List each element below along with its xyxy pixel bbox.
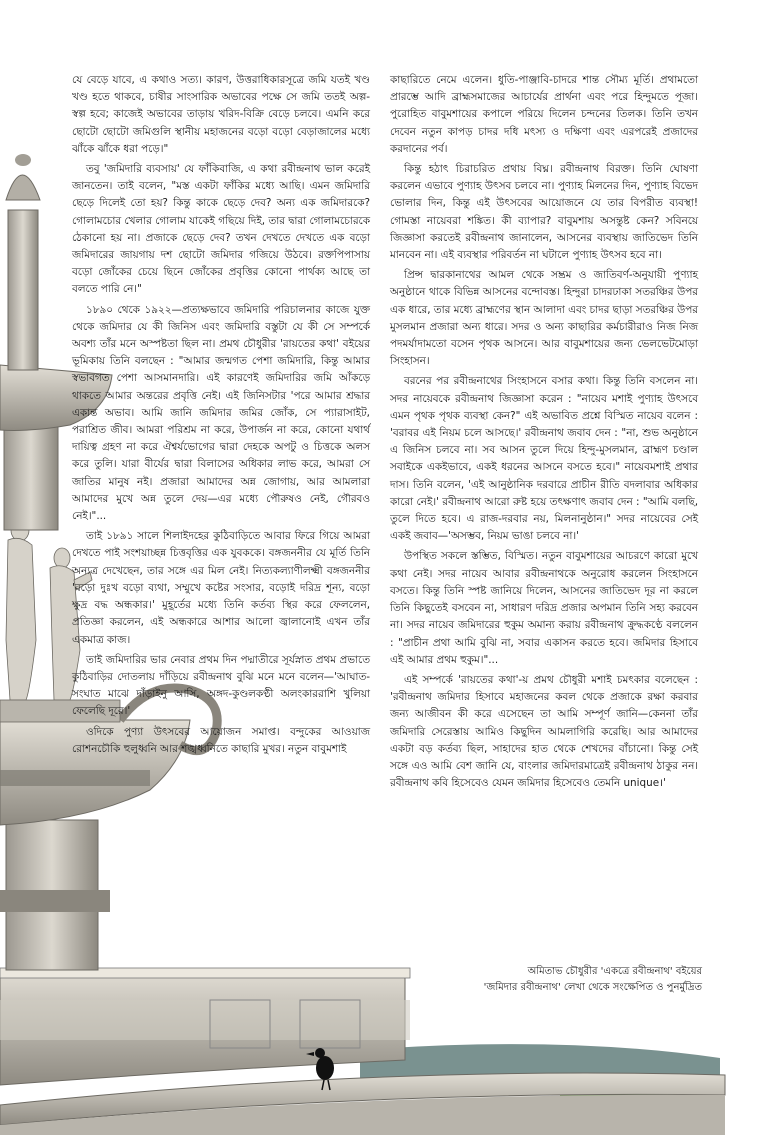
source-credit-line: অমিতাভ চৌধুরীর 'একত্রে রবীন্দ্রনাথ' বইয়ের — [527, 966, 702, 977]
paragraph: প্রিন্স দ্বারকানাথের আমল থেকে সম্ভ্রম ও জাতিবর্ণ-অনুযায়ী পুণ্যাহ অনুষ্ঠানে থাকে বিভিন্ন আসনের বন্দোবস্ত। হিন্দুরা চাদরঢাকা সতরঞ্চির উপর এক ধারে, তার মধ্যে ব্রাহ্মণের স্থান আলাদা এবং চাদর ছাড়া সতরঞ্চির উপর মুসলমান প্রজারা অন্য ধারে। সদর ও অন্য কাছারির কর্মচারীরাও নিজ নিজ পদমর্যাদামতো বসেন পৃথক আসনে। আর বাবুমশায়ের জন্য ভেলভেটমোড়া সিংহাসন। — [390, 269, 699, 368]
left-column — [72, 72, 370, 761]
paragraph: উপস্থিত সকলে স্তম্ভিত, বিস্মিত। নতুন বাবুমশায়ের আচরণে কারো মুখে কথা নেই। সদর নায়েব আবার রবীন্দ্রনাথকে অনুরোধ করলেন সিংহাসনে বসতে। কিন্তু তিনি স্পষ্ট জানিয়ে দিলেন, আসনের জাতিভেদ দূর না করলে তিনি কিছুতেই বসবেন না, সাধারণ দরিদ্র প্রজার অপমান তিনি সহ্য করবেন না। সদর নায়েব জমিদারের হুকুম অমান্য করায় রবীন্দ্রনাথ ক্রুদ্ধকণ্ঠে বললেন : "প্রাচীন প্রথা আমি বুঝি না, সবার একাসন করতে হবে। জমিদার হিসাবে এই আমার প্রথম হুকুম।"... — [390, 550, 698, 666]
paragraph: কিন্তু হঠাৎ চিরাচরিত প্রথায় বিঘ্ন। রবীন্দ্রনাথ বিরক্ত। তিনি ঘোষণা করলেন এভাবে পুণ্যাহ উৎসব চলবে না। পুণ্যাহ মিলনের দিন, পুণ্যাহ বিভেদ ভোলার দিন, কিন্তু এই উৎসবের আয়োজনে যে তার বিপরীত ব্যবস্থা! গোমস্তা নায়েবরা শঙ্কিত। কী ব্যাপার? বাবুমশায় অসন্তুষ্ট কেন? সবিনয়ে জিজ্ঞাসা করতেই রবীন্দ্রনাথ জানালেন, আসনের ব্যবস্থায় জাতিভেদ তিনি মানবেন না। এই ব্যবস্থার পরিবর্তন না ঘটালে পুণ্যাহ উৎসব হবে না। — [390, 163, 698, 262]
top-column — [8, 210, 38, 370]
source-credit-line: 'জমিদার রবীন্দ্রনাথ' লেখা থেকে সংক্ষেপিত ও পুনর্মুদ্রিত — [483, 982, 702, 993]
finial — [6, 175, 40, 200]
source-credit — [446, 964, 702, 996]
paragraph: কাছারিতে নেমে এলেন। ধুতি-পাঞ্জাবি-চাদরে শান্ত সৌম্য মূর্তি। প্রথামতো প্রারম্ভে আদি ব্রাহ্মসমাজের আচার্যের প্রার্থনা এবং পরে হিন্দুমতে পূজা। পুরোহিত বাবুমশায়ের কপালে পরিয়ে দিলেন চন্দনের তিলক। তিনি তখন দেবেন নতুন কাপড় চাদর দধি মৎস্য ও দক্ষিণা এবং এরপরেই প্রজাদের করদানের পর্ব। — [390, 74, 698, 155]
paragraph: এই সম্পর্কে 'রায়তের কথা'-য় প্রমথ চৌধুরী মশাই চমৎকার বলেছেন : 'রবীন্দ্রনাথ জমিদার হিসাবে মহাজনের কবল থেকে প্রজাকে রক্ষা করবার জন্য আজীবন কী করে এসেছেন তা আমি সম্পূর্ণ জানি—কেননা তাঁর জমিদারি সেরেস্তায় আমিও কিছুদিন আমলাগিরি করেছি। আর আমাদের একটা বড় কর্তব্য ছিল, সাহাদের হাত থেকে শেখদের বাঁচানো। কিন্তু সেই সঙ্গে এও আমি বেশ জানি যে, বাংলার জমিদারমাত্রেই রবীন্দ্রনাথ ঠাকুর নন। রবীন্দ্রনাথ কবি হিসেবেও যেমন জমিদার হিসেবেও তেমনি unique।' — [390, 673, 698, 790]
paragraph: তাই জমিদারির ভার নেবার প্রথম দিন পদ্মাতীরে সূর্যস্নাত প্রথম প্রভাতে কুঠিবাড়ির দোতলায় দাঁড়িয়ে রবীন্দ্রনাথ বুঝি মনে মনে বলেন—'আঘাত-সংঘাত মাঝে দাঁড়াইনু আসি, অঙ্গদ-কুণ্ডলকণ্ঠী অলংকাররাশি খুলিয়া ফেলেছি দূরে।' — [72, 653, 370, 718]
paragraph: তাই ১৮৯১ সালে শিলাইদহের কুঠিবাড়িতে আবার ফিরে গিয়ে আমরা দেখতে পাই সংশয়াচ্ছন্ন চিত্তবৃত্তির এক যুবককে। বঙ্গজননীর যে মূর্তি তিনি অন্যত্র দেখেছেন, তার সঙ্গে এর মিল নেই। নিত্যকল্যাণীলক্ষ্মী বঙ্গজননীর 'বড়ো দুঃখ বড়ো ব্যথা, সম্মুখে কষ্টের সংসার, বড়োই দরিদ্র শূন্য, বড়ো ক্ষুদ্র বদ্ধ অন্ধকার।' মুহূর্তের মধ্যে তিনি কর্তব্য স্থির করে ফেললেন, প্রতিজ্ঞা করলেন, এই অন্ধকারে আশার আলো জ্বালানোই এখন তাঁর একমাত্র কাজ। — [72, 530, 370, 646]
right-column — [390, 72, 698, 795]
paragraph: ওদিকে পুণ্যা উৎসবের আয়োজন সমাপ্ত। বন্দুকের আওয়াজ রোশনচৌকি হুলুধ্বনি আর শঙ্খধ্বনিতে কাছারি মুখর। নতুন বাবুমশাই — [72, 725, 370, 755]
paragraph: বরনের পর রবীন্দ্রনাথের সিংহাসনে বসার কথা। কিন্তু তিনি বসলেন না। সদর নায়েবকে রবীন্দ্রনাথ জিজ্ঞাসা করেন : "নায়েব মশাই পুণ্যাহ উৎসবে এমন পৃথক পৃথক ব্যবস্থা কেন?" এই অভাবিত প্রশ্নে বিস্মিত নায়েব বলেন : 'বরাবর এই নিয়ম চলে আসছে।' রবীন্দ্রনাথ জবাব দেন : "না, শুভ অনুষ্ঠানে এ জিনিস চলবে না। সব আসন তুলে দিয়ে হিন্দু-মুসলমান, ব্রাহ্মণ চণ্ডাল সবাইকে একইভাবে, একই ধরনের আসনে বসতে হবে।" নায়েবমশাই প্রথার দাস। তিনি বলেন, 'এই আনুষ্ঠানিক দরবারে প্রাচীন রীতি বদলাবার অধিকার কারো নেই।' রবীন্দ্রনাথ আরো রুষ্ট হয়ে তৎক্ষণাৎ জবাব দেন : "আমি বলছি, তুলে দিতে হবে। এ রাজ-দরবার নয়, মিলনানুষ্ঠান।" সদর নায়েবের সেই একই জবাব—'অসম্ভব, নিয়ম ভাঙা চলবে না।' — [390, 375, 698, 543]
mid-column — [4, 420, 58, 530]
paragraph: তবু 'জমিদারি ব্যবসায়' যে ফাঁকিবাজি, এ কথা রবীন্দ্রনাথ ভাল করেই জানতেন। তাই বলেন, "মস্ত একটা ফাঁকির মধ্যে আছি। এমন জমিদারি ছেড়ে দিলেই তো হয়? কিন্তু কাকে ছেড়ে দেব? অন্য এক জমিদারকে? গোলামচোর খেলার গোলাম যাকেই গছিয়ে দিই, তার দ্বারা গোলামচোরকে ঠেকানো হয় না। প্রজাকে ছেড়ে দেব? তখন দেখতে দেখতে এক বড়ো জমিদারের জায়গায় দশ ছোটো জমিদার গজিয়ে উঠবে। রক্তপিপাসায় বড়ো জোঁকের চেয়ে ছিনে জোঁকের প্রবৃত্তির কোনো পার্থক্য আছে তা বলতে পারি নে।" — [72, 163, 370, 296]
paragraph: যে বেড়ে যাবে, এ কথাও সত্য। কারণ, উত্তরাধিকারসূত্রে জমি যতই খণ্ড খণ্ড হতে থাকবে, চাষীর সাংসারিক অভাবের পক্ষে সে জমি ততই অল্প-স্বল্প হবে; কাজেই অভাবের তাড়ায় খরিদ-বিক্রি বেড়ে চলবে। এমনি করে ছোটো ছোটো জমিগুলি স্থানীয় মহাজনের বড়ো বড়ো বেড়াজালের মধ্যে ঝাঁকে ঝাঁকে ধরা পড়ে।" — [72, 74, 370, 155]
paragraph: ১৮৯০ থেকে ১৯২২—প্রত্যক্ষভাবে জমিদারি পরিচালনার কাজে যুক্ত থেকে জমিদার যে কী জিনিস এবং জমিদারি বস্তুটা যে কী সে সম্পর্কে অবশ্য তাঁর মনে অস্পষ্টতা ছিল না। প্রমথ চৌধুরীর 'রায়তের কথা' বইয়ের ভূমিকায় তিনি বলছেন : "আমার জন্মগত পেশা জমিদারি, কিন্তু আমার স্বভাবগত পেশা আসমানদারি। এই কারণেই জমিদারির জমি আঁকড়ে থাকতে আমার অন্তরের প্রবৃত্তি নেই। এই জিনিসটার 'পরে আমার শ্রদ্ধার একান্ত অভাব। আমি জানি জমিদার জমির জোঁক, সে প্যারাসাইট, পরাশ্রিত জীব। আমরা পরিশ্রম না করে, উপার্জন না করে, কোনো যথার্থ দায়িত্ব গ্রহণ না করে ঐশ্বর্যভোগের দ্বারা দেহকে অপটু ও চিত্তকে অলস করে তুলি। যারা বীর্যের দ্বারা বিলাসের অধিকার লাভ করে, আমরা সে জাতির মানুষ নই। প্রজারা আমাদের অন্ন জোগায়, আর আমলারা আমাদের মুখে অন্ন তুলে দেয়—এর মধ্যে পৌরুষও নেই, গৌরবও নেই।"... — [72, 303, 370, 523]
